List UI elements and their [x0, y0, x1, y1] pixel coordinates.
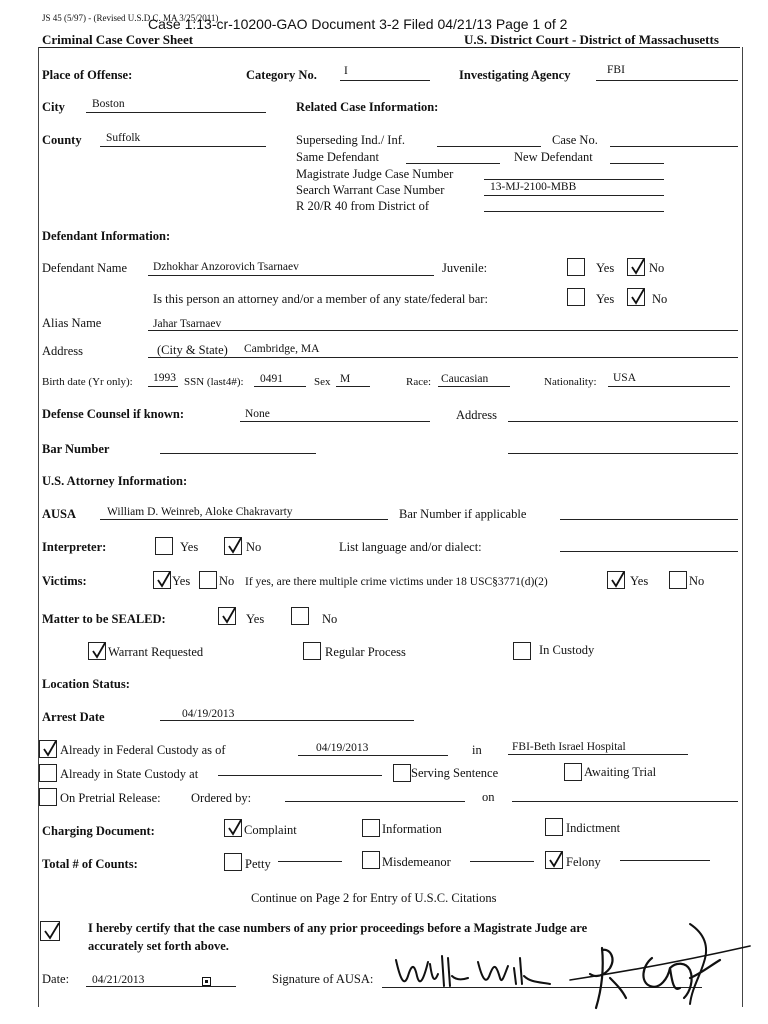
address-value[interactable]: Cambridge, MA [244, 343, 320, 355]
victims-yes-checkbox[interactable] [153, 571, 171, 589]
complaint-label: Complaint [244, 823, 297, 837]
interpreter-no-label: No [246, 540, 262, 554]
interpreter-yes-label: Yes [180, 540, 199, 554]
checkmark-icon [547, 851, 565, 869]
federal-custody-label: Already in Federal Custody as of [60, 743, 226, 757]
ssn-value[interactable]: 0491 [260, 373, 283, 385]
multiple-victims-no-label: No [689, 574, 705, 588]
multiple-victims-question: If yes, are there multiple crime victims under 18 USC§3771(d)(2) [245, 576, 548, 588]
attorney-heading: U.S. Attorney Information: [42, 474, 188, 488]
federal-custody-checkbox[interactable] [39, 740, 57, 758]
checkmark-icon [226, 537, 244, 555]
birth-label: Birth date (Yr only): [42, 376, 133, 388]
county-value[interactable]: Suffolk [106, 132, 141, 144]
on-date-field-line [512, 801, 738, 802]
ordered-by-field-line [285, 801, 465, 802]
defendant-name-field-line [148, 275, 434, 276]
petty-field-line [278, 861, 342, 862]
petty-checkbox[interactable] [224, 853, 242, 871]
address-prefix: (City & State) [157, 343, 228, 357]
indictment-label: Indictment [566, 821, 621, 835]
serving-sentence-checkbox[interactable] [393, 764, 411, 782]
awaiting-trial-checkbox[interactable] [564, 763, 582, 781]
multiple-victims-yes-label: Yes [630, 574, 649, 588]
nationality-value[interactable]: USA [613, 372, 637, 384]
bar-number-field-line [160, 453, 316, 454]
pretrial-release-checkbox[interactable] [39, 788, 57, 806]
sealed-label: Matter to be SEALED: [42, 612, 166, 626]
magistrate-case-label: Magistrate Judge Case Number [296, 167, 454, 181]
court-name: U.S. District Court - District of Massachusetts [464, 32, 719, 47]
sealed-yes-checkbox[interactable] [218, 607, 236, 625]
case-stamp: Case 1:13-cr-10200-GAO Document 3-2 Filed 04/21/13 Page 1 of 2 [148, 16, 568, 32]
state-custody-field-line [218, 775, 382, 776]
certify-checkbox[interactable] [40, 921, 60, 941]
felony-field-line [620, 860, 710, 861]
language-field-line [560, 551, 738, 552]
defense-counsel-field-line [240, 421, 430, 422]
city-label: City [42, 100, 65, 114]
attorney-no-checkbox[interactable] [627, 288, 645, 306]
defense-counsel-label: Defense Counsel if known: [42, 407, 185, 421]
right-border [742, 47, 743, 1007]
date-value[interactable]: 04/21/2013 [92, 974, 145, 986]
checkmark-icon [609, 571, 627, 589]
warrant-requested-checkbox[interactable] [88, 642, 106, 660]
federal-custody-date[interactable]: 04/19/2013 [316, 742, 369, 754]
felony-label: Felony [566, 855, 601, 869]
attorney-yes-checkbox[interactable] [567, 288, 585, 306]
birth-field-line [148, 386, 178, 387]
arrest-date-field-line [160, 720, 414, 721]
alias-label: Alias Name [42, 316, 102, 330]
federal-custody-place[interactable]: FBI-Beth Israel Hospital [512, 741, 626, 753]
r20-field-line [484, 211, 664, 212]
checkmark-icon [90, 642, 108, 660]
date-field-line [86, 986, 236, 987]
same-defendant-field-line [406, 163, 500, 164]
language-label: List language and/or dialect: [339, 540, 482, 554]
arrest-date-value[interactable]: 04/19/2013 [182, 708, 235, 720]
juvenile-yes-checkbox[interactable] [567, 258, 585, 276]
city-field-line [86, 112, 266, 113]
interpreter-yes-checkbox[interactable] [155, 537, 173, 555]
attorney-no-label: No [652, 292, 668, 306]
awaiting-trial-label: Awaiting Trial [584, 765, 657, 779]
alias-value[interactable]: Jahar Tsarnaev [153, 318, 222, 330]
r20-label: R 20/R 40 from District of [296, 199, 429, 213]
multiple-victims-no-checkbox[interactable] [669, 571, 687, 589]
new-defendant-label: New Defendant [514, 150, 593, 164]
superseding-label: Superseding Ind./ Inf. [296, 133, 406, 147]
indictment-checkbox[interactable] [545, 818, 563, 836]
complaint-checkbox[interactable] [224, 819, 242, 837]
misdemeanor-label: Misdemeanor [382, 855, 451, 869]
new-defendant-field-line [610, 163, 664, 164]
misdemeanor-checkbox[interactable] [362, 851, 380, 869]
agency-field-line [596, 80, 738, 81]
juvenile-yes-label: Yes [596, 261, 615, 275]
search-warrant-field-line [484, 195, 664, 196]
checkmark-icon [226, 819, 244, 837]
warrant-requested-label: Warrant Requested [108, 645, 204, 659]
victims-label: Victims: [42, 574, 87, 588]
victims-no-label: No [219, 574, 235, 588]
checkmark-icon [629, 258, 647, 276]
checkmark-icon [42, 921, 62, 941]
checkmark-icon [41, 740, 59, 758]
nationality-label: Nationality: [544, 376, 597, 388]
race-field-line [438, 386, 510, 387]
attorney-question: Is this person an attorney and/or a member of any state/federal bar: [153, 292, 488, 306]
left-border [38, 47, 39, 1007]
nationality-field-line [608, 386, 730, 387]
misdemeanor-field-line [470, 861, 534, 862]
serving-sentence-label: Serving Sentence [411, 766, 499, 780]
interpreter-no-checkbox[interactable] [224, 537, 242, 555]
information-checkbox[interactable] [362, 819, 380, 837]
case-no-field-line [610, 146, 738, 147]
ausa-field-line [100, 519, 388, 520]
multiple-victims-yes-checkbox[interactable] [607, 571, 625, 589]
in-custody-label: In Custody [539, 643, 595, 657]
form-title: Criminal Case Cover Sheet [42, 32, 194, 47]
counsel-address-field-line [508, 421, 738, 422]
certify-text-line1: I hereby certify that the case numbers of any prior proceedings before a Magistrate Judge are [88, 921, 588, 935]
header-rule [38, 47, 740, 48]
state-custody-checkbox[interactable] [39, 764, 57, 782]
victims-no-checkbox[interactable] [199, 571, 217, 589]
agency-label: Investigating Agency [459, 68, 571, 82]
interpreter-label: Interpreter: [42, 540, 107, 554]
federal-custody-date-line [298, 755, 448, 756]
defendant-name-value[interactable]: Dzhokhar Anzorovich Tsarnaev [153, 261, 299, 273]
on-label: on [482, 790, 495, 804]
alias-field-line [148, 330, 738, 331]
juvenile-label: Juvenile: [442, 261, 488, 275]
juvenile-no-label: No [649, 261, 665, 275]
location-status-heading: Location Status: [42, 677, 130, 691]
race-label: Race: [406, 376, 432, 388]
checkmark-icon [155, 571, 173, 589]
birth-value[interactable]: 1993 [153, 372, 176, 384]
bar-number-field-line-2 [508, 453, 738, 454]
felony-checkbox[interactable] [545, 851, 563, 869]
search-warrant-label: Search Warrant Case Number [296, 183, 445, 197]
category-label: Category No. [246, 68, 317, 82]
bar-number-label: Bar Number [42, 442, 110, 456]
ausa-signature [390, 918, 760, 1018]
sealed-no-checkbox[interactable] [291, 607, 309, 625]
ssn-label: SSN (last4#): [184, 376, 244, 388]
race-value[interactable]: Caucasian [441, 373, 489, 385]
regular-process-label: Regular Process [325, 645, 406, 659]
category-field-line [340, 80, 430, 81]
continue-note: Continue on Page 2 for Entry of U.S.C. Citations [251, 891, 497, 905]
counsel-address-label: Address [456, 408, 497, 422]
county-field-line [100, 146, 266, 147]
juvenile-no-checkbox[interactable] [627, 258, 645, 276]
address-field-line [148, 357, 738, 358]
small-box-icon [202, 977, 211, 986]
ausa-value[interactable]: William D. Weinreb, Aloke Chakravarty [107, 506, 293, 518]
sex-label: Sex [314, 376, 331, 388]
sex-value[interactable]: M [340, 373, 351, 385]
victims-yes-label: Yes [172, 574, 191, 588]
ausa-bar-label: Bar Number if applicable [399, 507, 527, 521]
regular-process-checkbox[interactable] [303, 642, 321, 660]
ordered-by-label: Ordered by: [191, 791, 252, 805]
date-label: Date: [42, 972, 70, 986]
same-defendant-label: Same Defendant [296, 150, 379, 164]
case-no-label: Case No. [552, 133, 598, 147]
form-id: JS 45 (5/97) - (Revised U.S.D.C. MA 3/25/2011) [42, 13, 219, 23]
defendant-name-label: Defendant Name [42, 261, 128, 275]
checkmark-icon [629, 288, 647, 306]
city-value[interactable]: Boston [92, 98, 125, 110]
arrest-date-label: Arrest Date [42, 710, 105, 724]
sex-field-line [336, 386, 370, 387]
defense-counsel-value[interactable]: None [245, 408, 270, 420]
information-label: Information [382, 822, 442, 836]
category-value[interactable]: I [344, 65, 348, 77]
attorney-yes-label: Yes [596, 292, 615, 306]
superseding-field-line [437, 146, 541, 147]
in-label: in [472, 743, 482, 757]
place-of-offense-label: Place of Offense: [42, 68, 133, 82]
in-custody-checkbox[interactable] [513, 642, 531, 660]
petty-label: Petty [245, 857, 271, 871]
sealed-yes-label: Yes [246, 612, 265, 626]
ausa-label: AUSA [42, 507, 77, 521]
sealed-no-label: No [322, 612, 338, 626]
ausa-bar-field-line [560, 519, 738, 520]
charging-document-label: Charging Document: [42, 824, 155, 838]
county-label: County [42, 133, 82, 147]
agency-value[interactable]: FBI [607, 64, 625, 76]
federal-custody-place-line [508, 754, 688, 755]
certify-text-line2: accurately set forth above. [88, 939, 229, 953]
related-case-heading: Related Case Information: [296, 100, 439, 114]
pretrial-release-label: On Pretrial Release: [60, 791, 161, 805]
total-counts-label: Total # of Counts: [42, 857, 138, 871]
signature-label: Signature of AUSA: [272, 972, 374, 986]
state-custody-label: Already in State Custody at [60, 767, 199, 781]
search-warrant-value[interactable]: 13-MJ-2100-MBB [490, 181, 577, 193]
ssn-field-line [254, 386, 306, 387]
checkmark-icon [220, 607, 238, 625]
address-label: Address [42, 344, 83, 358]
defendant-heading: Defendant Information: [42, 229, 171, 243]
